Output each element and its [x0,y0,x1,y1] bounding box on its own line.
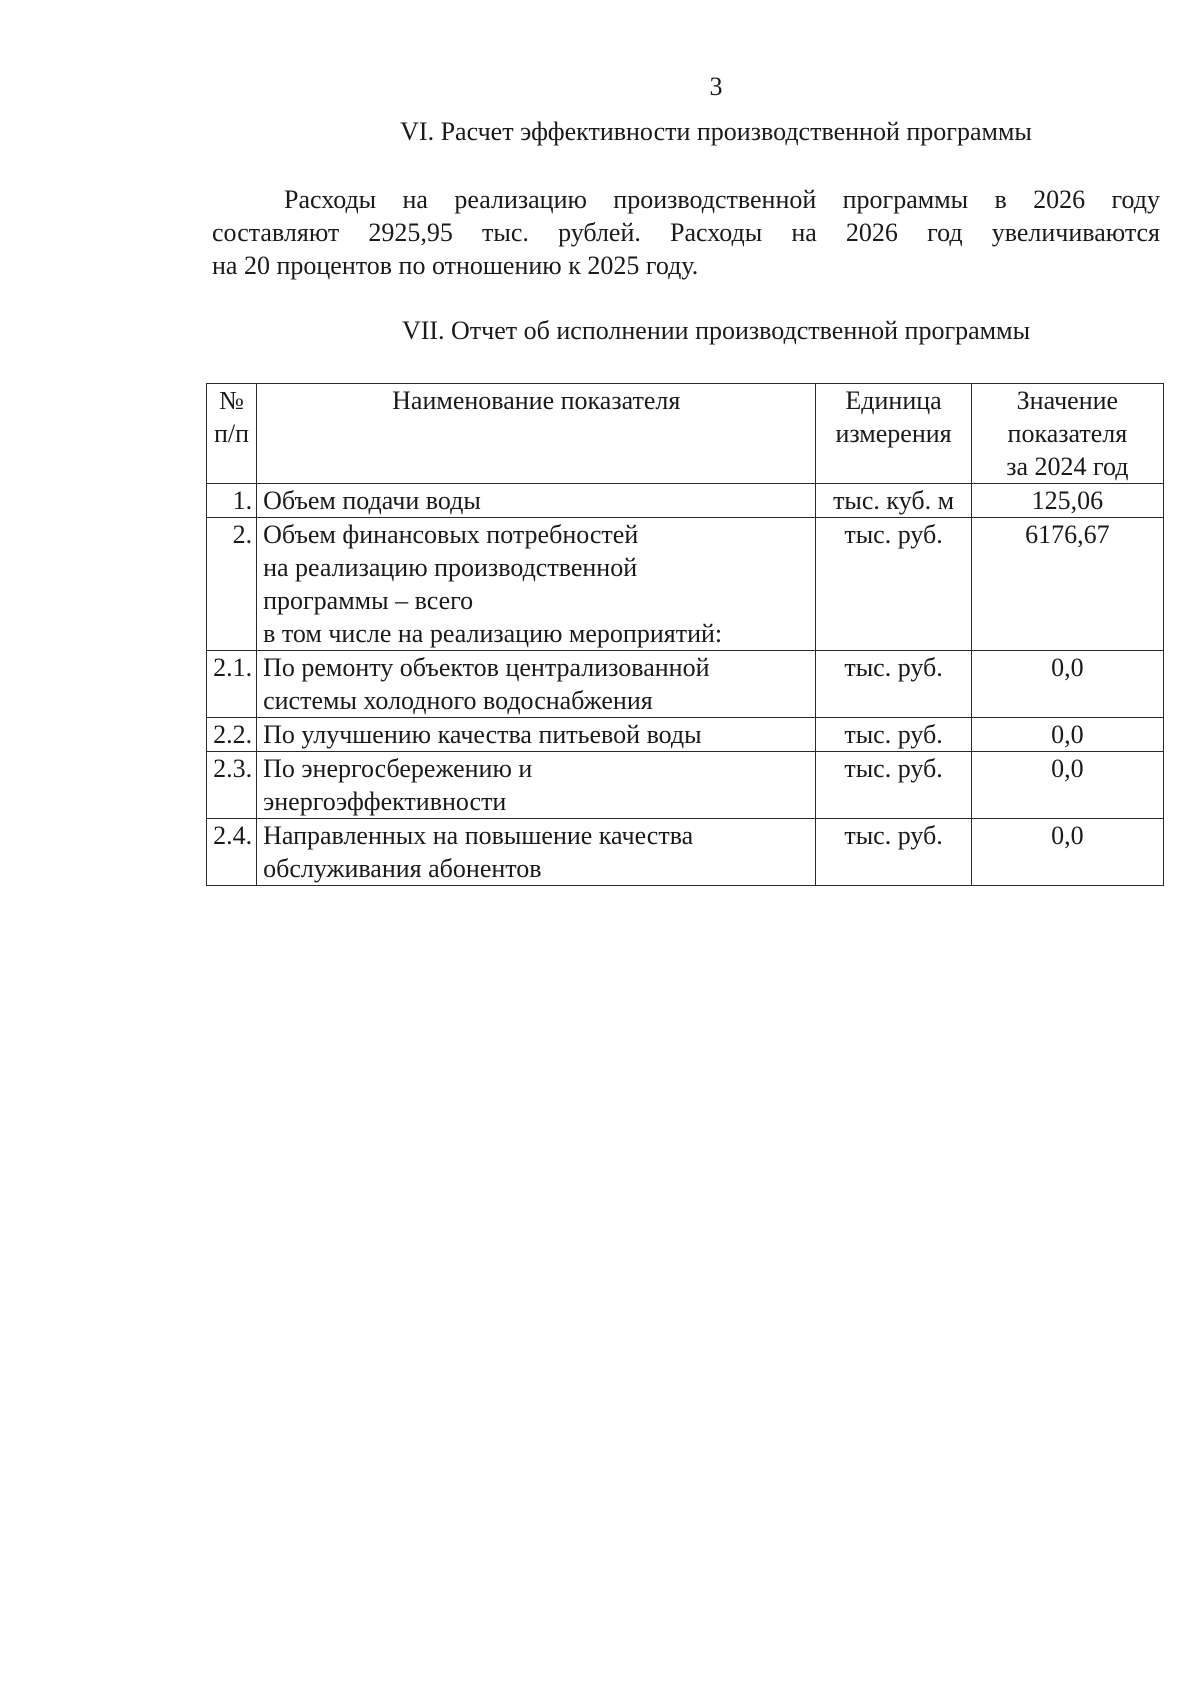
row-value: 125,06 [971,484,1163,518]
section-7-heading: VII. Отчет об исполнении производственной программы [401,316,1031,345]
row-name: По энергосбережению и энергоэффективности [257,752,816,819]
table-row [207,819,1164,886]
row-unit: тыс. куб. м [816,484,971,518]
header-name: Наименование показателя [257,384,816,484]
row-name: Объем подачи воды [257,484,816,518]
row-num: 2.3. [207,752,257,819]
paragraph-line-3: на 20 процентов по отношению к 2025 году. [212,251,699,280]
header-value: Значение показателя за 2024 год [971,384,1163,484]
table-row [207,752,1164,819]
page-number: 3 [709,72,723,101]
row-unit: тыс. руб. [816,518,971,651]
paragraph-line-1: Расходы на реализацию производственной программы в 2026 году [284,185,1160,214]
row-value: 6176,67 [971,518,1163,651]
row-value: 0,0 [971,752,1163,819]
row-num: 2. [207,518,257,651]
row-name: По ремонту объектов централизованной системы холодного водоснабжения [257,651,816,718]
row-name: Объем финансовых потребностей на реализацию производственной программы – всего в том числе на реализацию мероприятий: [257,518,816,651]
table-row [207,651,1164,718]
header-unit: Единица измерения [816,384,971,484]
row-num: 1. [207,484,257,518]
table-row [207,718,1164,752]
row-num: 2.4. [207,819,257,886]
row-num: 2.2. [207,718,257,752]
row-value: 0,0 [971,651,1163,718]
row-value: 0,0 [971,819,1163,886]
row-unit: тыс. руб. [816,819,971,886]
table-header-row [207,384,1164,484]
paragraph-line-2: составляют 2925,95 тыс. рублей. Расходы на 2026 год увеличиваются [212,218,1160,247]
table-row [207,484,1164,518]
header-num: № п/п [207,384,257,484]
row-unit: тыс. руб. [816,752,971,819]
row-unit: тыс. руб. [816,651,971,718]
row-unit: тыс. руб. [816,718,971,752]
table-row [207,518,1164,651]
row-name: Направленных на повышение качества обслуживания абонентов [257,819,816,886]
section-6-paragraph [212,183,1160,282]
report-table [206,383,1164,886]
row-num: 2.1. [207,651,257,718]
row-name: По улучшению качества питьевой воды [257,718,816,752]
row-value: 0,0 [971,718,1163,752]
section-6-heading: VI. Расчет эффективности производственной программы [400,117,1032,146]
